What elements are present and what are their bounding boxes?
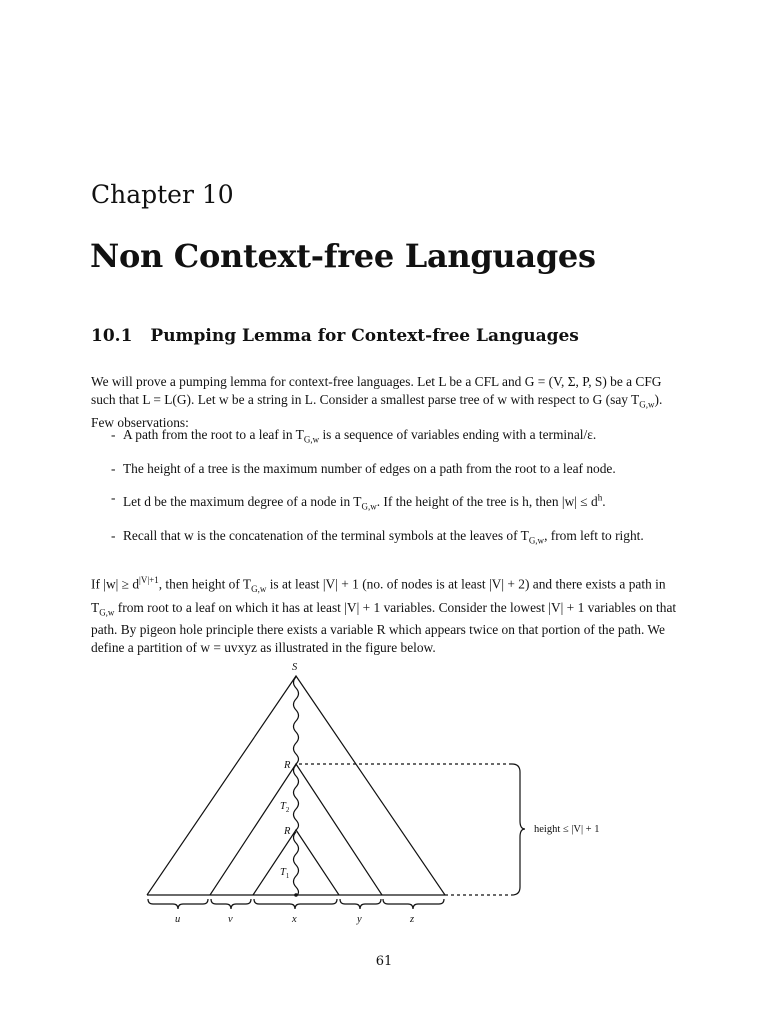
lower-r-label: R: [284, 826, 291, 837]
pigeonhole-paragraph: If $|w| \ge d^{|V|+1}$, then height of $T_{G,w}$ is at least |V| + 1 (no. of nodes is at least |V| + 2) and there exists a path in $T_{G,w}$ from root to a leaf on which it has at least |V| + 1 variables. Consider the lowest |V| + 1 variables on that path. By pigeon hole principle there exists a variable R which appears twice on that portion of the path. We define a partition of w = uvxyz as illustrated in the figure below.: [91, 575, 677, 656]
upper-r-label: R: [284, 760, 291, 771]
observation-list: [111, 426, 681, 560]
brace-z: [383, 899, 444, 909]
list-item: - The height of a tree is the maximum number of edges on a path from the root to a leaf node.: [111, 460, 616, 476]
section-number: 10.1: [91, 326, 133, 346]
chapter-label: Chapter 10: [91, 180, 234, 209]
list-item-text: Recall that w is the concatenation of the terminal symbols at the leaves of $T_{G,w}$, from left to right.: [123, 527, 644, 546]
list-item: - Let d be the maximum degree of a node in $T_{G,w}$. If the height of the tree is h, then $|w| \le d^h$.: [111, 489, 606, 512]
t1-label: $T_1$: [280, 867, 290, 880]
t1-subtree-triangle: [253, 830, 339, 895]
section-heading: [91, 326, 579, 346]
t2-label: $T_2$: [280, 801, 290, 814]
leaf-dot: [294, 893, 298, 897]
height-brace: [512, 764, 525, 895]
brace-u: [148, 899, 208, 909]
list-item-text: A path from the root to a leaf in $T_{G,w}$ is a sequence of variables ending with a terminal/ε.: [123, 427, 597, 445]
brace-y: [340, 899, 381, 909]
page-number: 61: [375, 954, 393, 969]
brace-x: [254, 899, 337, 909]
root-label-s: S: [292, 662, 298, 673]
height-label: height ≤ |V| + 1: [534, 824, 600, 835]
section-title: Pumping Lemma for Context-free Languages: [150, 326, 579, 346]
segment-label-z: z: [410, 914, 415, 925]
intro-paragraph: We will prove a pumping lemma for context-free languages. Let L be a CFL and G = (V, Σ, P, S) be a CFG such that L = L(G). Let w be a string in L. Consider a smallest parse tree of w with respect to G (say $T_{G,w}$). Few observations:: [91, 374, 663, 431]
parse-tree-figure: [0, 655, 768, 935]
chapter-title: Non Context-free Languages: [90, 237, 596, 275]
list-item: - A path from the root to a leaf in $T_{G,w}$ is a sequence of variables ending with a terminal/ε.: [111, 427, 597, 445]
segment-label-x: x: [292, 914, 297, 925]
outer-tree-triangle: [147, 676, 445, 895]
segment-label-u: u: [175, 914, 181, 925]
list-item-text: Let d be the maximum degree of a node in $T_{G,w}$. If the height of the tree is h, then $|w| \le d^h$.: [123, 492, 606, 512]
list-item-text: The height of a tree is the maximum number of edges on a path from the root to a leaf node.: [123, 460, 616, 476]
segment-label-y: y: [357, 914, 362, 925]
list-item: - Recall that w is the concatenation of the terminal symbols at the leaves of $T_{G,w}$, from left to right.: [111, 527, 644, 546]
path-lower-r-to-leaf: [294, 832, 299, 896]
path-upper-r-to-lower-r: [294, 765, 299, 830]
path-root-to-upper-r: [294, 677, 299, 764]
segment-label-v: v: [228, 914, 233, 925]
brace-v: [211, 899, 251, 909]
